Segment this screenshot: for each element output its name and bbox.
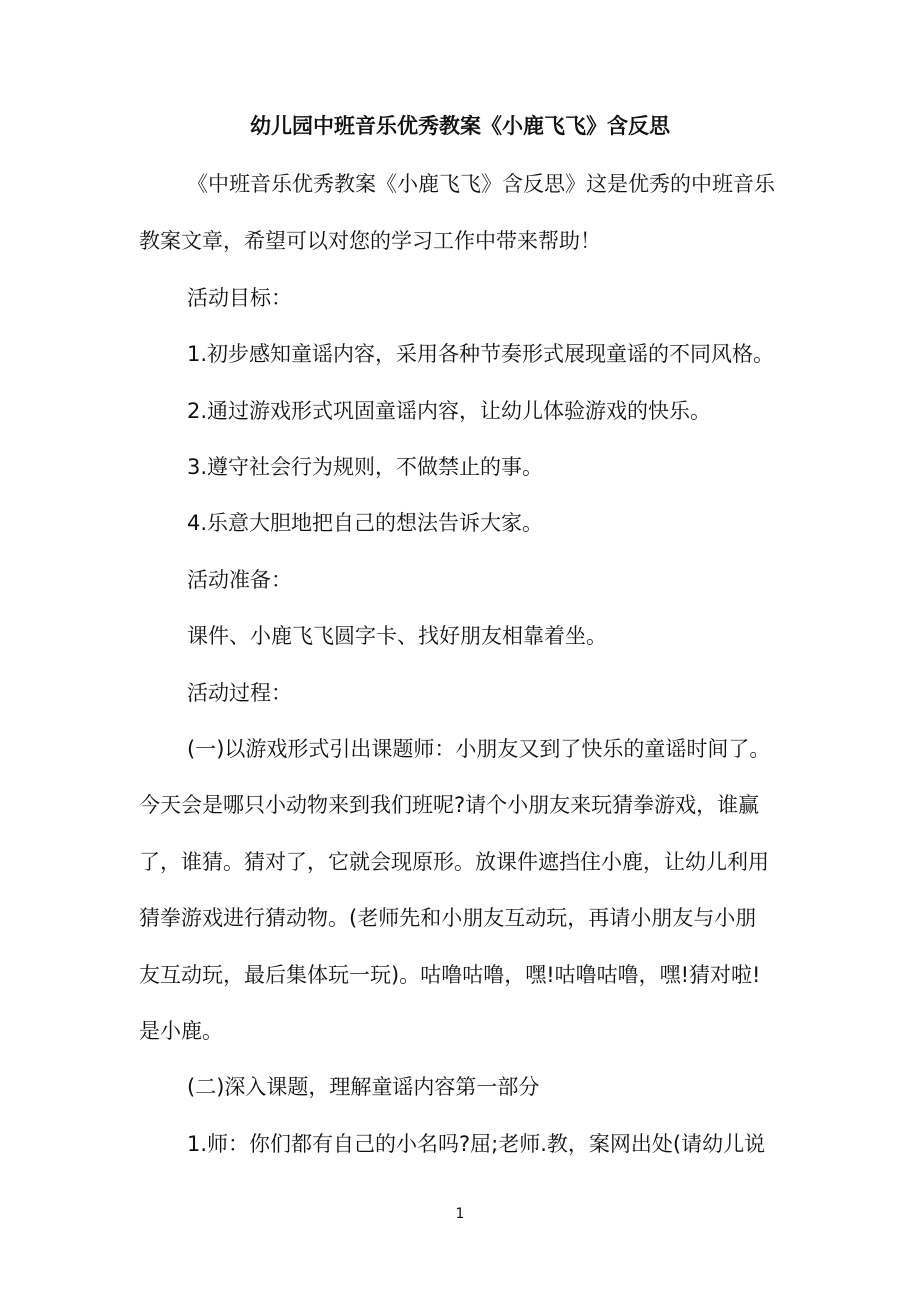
document-title: 幼儿园中班音乐优秀教案《小鹿飞飞》含反思 xyxy=(250,114,670,138)
process-paragraph-line-1: (一)以游戏形式引出课题师：小朋友又到了快乐的童谣时间了。 xyxy=(187,737,771,761)
section-heading-objectives: 活动目标： xyxy=(187,286,292,310)
paragraph-intro-line-1: 《中班音乐优秀教案《小鹿飞飞》含反思》这是优秀的中班音乐 xyxy=(187,172,775,196)
section-heading-process: 活动过程： xyxy=(187,681,292,705)
process-paragraph-line-2: 今天会是哪只小动物来到我们班呢?请个小朋友来玩猜拳游戏，谁赢 xyxy=(139,793,760,817)
process-paragraph-line-5: 友互动玩，最后集体玩一玩)。咕噜咕噜，嘿!咕噜咕噜，嘿!猜对啦! xyxy=(139,963,761,987)
process-paragraph-line-3: 了，谁猜。猜对了，它就会现原形。放课件遮挡住小鹿，让幼儿利用 xyxy=(139,850,769,874)
process-paragraph-line-4: 猜拳游戏进行猜动物。(老师先和小朋友互动玩，再请小朋友与小朋 xyxy=(139,906,757,930)
paragraph-intro-line-2: 教案文章，希望可以对您的学习工作中带来帮助！ xyxy=(139,229,601,253)
objective-item-1: 1.初步感知童谣内容，采用各种节奏形式展现童谣的不同风格。 xyxy=(187,342,775,366)
page-number: 1 xyxy=(455,1206,465,1222)
process-paragraph-line-6: 是小鹿。 xyxy=(139,1019,223,1043)
objective-item-3: 3.遵守社会行为规则，不做禁止的事。 xyxy=(187,455,544,479)
preparation-text: 课件、小鹿飞飞圆字卡、找好朋友相靠着坐。 xyxy=(187,624,607,648)
subsection-heading-part-one: (二)深入课题，理解童谣内容第一部分 xyxy=(187,1075,540,1099)
objective-item-4: 4.乐意大胆地把自己的想法告诉大家。 xyxy=(187,511,544,535)
part-one-item-1: 1.师：你们都有自己的小名吗?屈;老师.教，案网出处(请幼儿说 xyxy=(187,1132,766,1156)
section-heading-preparation: 活动准备： xyxy=(187,568,292,592)
objective-item-2: 2.通过游戏形式巩固童谣内容，让幼儿体验游戏的快乐。 xyxy=(187,399,712,423)
